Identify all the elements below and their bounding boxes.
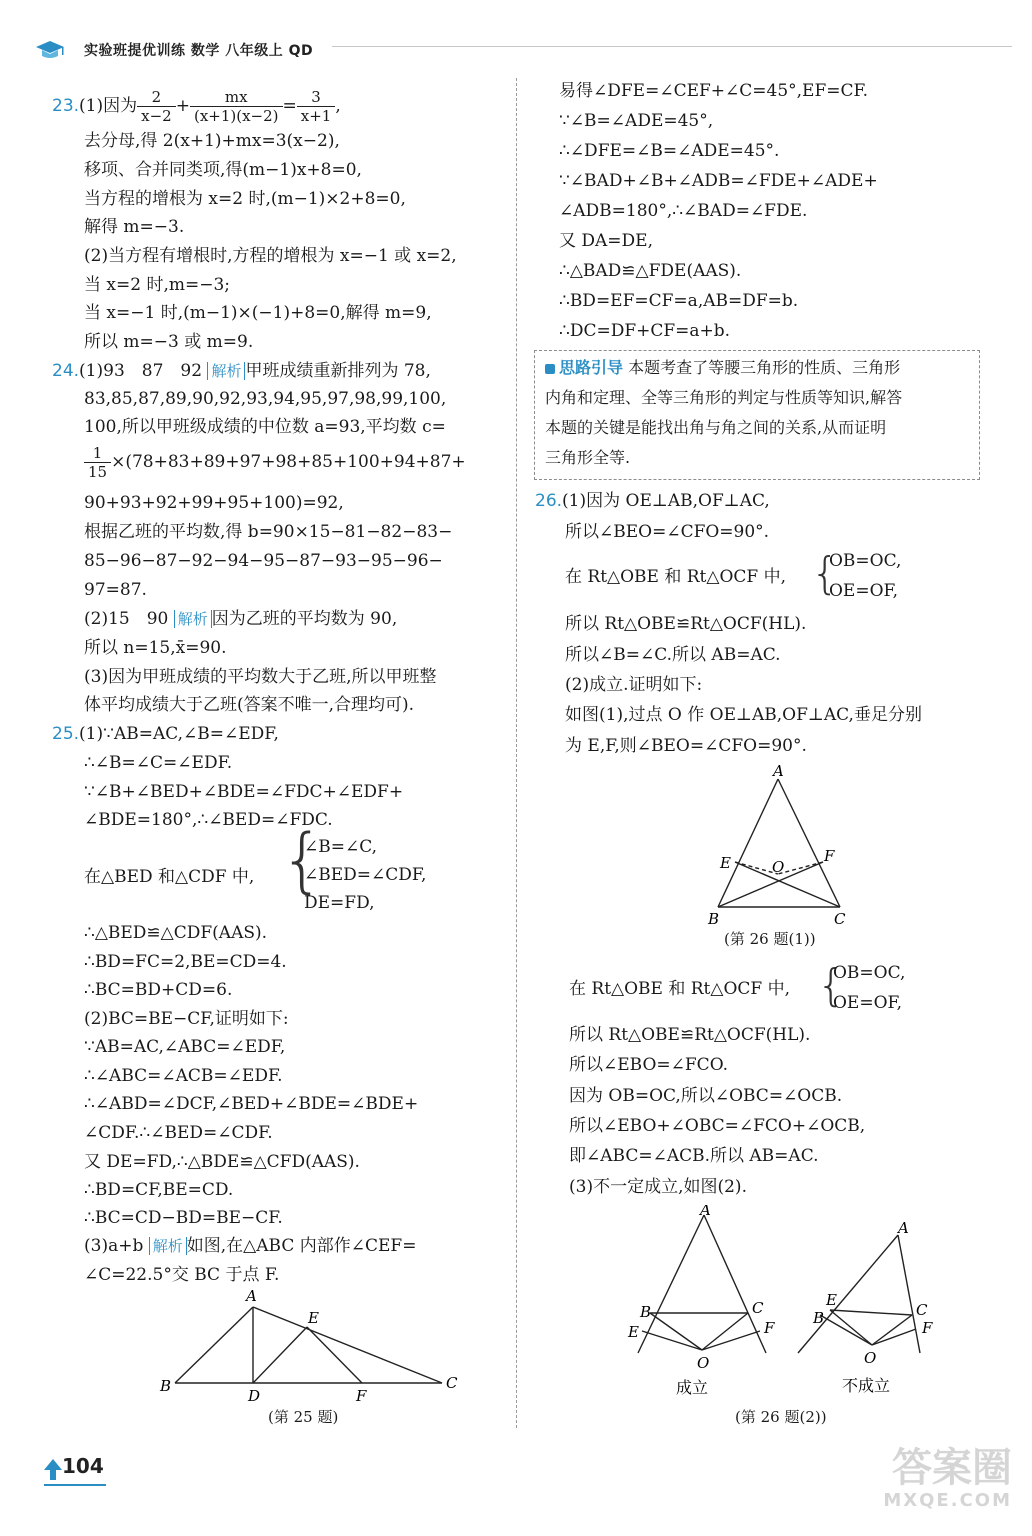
segment-ab <box>718 779 778 907</box>
fraction: $\frac{2}{x-2}$ <box>137 88 176 125</box>
label-b: B <box>160 1377 172 1395</box>
q25-line-17 <box>84 1235 416 1257</box>
q23-line-4: 当方程的增根为 x=2 时,(m−1)×2+8=0, <box>84 189 406 209</box>
label-a: A <box>898 1219 909 1237</box>
text: (1)93 87 92 <box>79 361 203 381</box>
q25-line-1 <box>52 723 279 745</box>
label-c: C <box>446 1374 458 1392</box>
segment-bo <box>830 1310 872 1345</box>
label-a: A <box>700 1205 711 1219</box>
label-a: A <box>773 764 784 780</box>
text: 因为乙班的平均数为 90, <box>211 609 398 629</box>
figure-q26-1 <box>700 764 860 929</box>
q26-cond-1: OB=OC, <box>829 551 902 571</box>
q26-line-6: (2)成立.证明如下: <box>565 675 703 695</box>
label-o: O <box>772 858 785 876</box>
label-f: F <box>922 1319 933 1337</box>
label-c: C <box>916 1301 928 1319</box>
q25-line-18: ∠C=22.5°交 BC 于点 F. <box>84 1265 280 1285</box>
q24-line-2: 83,85,87,89,90,92,93,94,95,97,98,99,100, <box>84 389 447 409</box>
q25-cont-1: 易得∠DFE=∠CEF+∠C=45°,EF=CF. <box>559 81 869 101</box>
fraction: $\frac{3}{x+1}$ <box>297 88 336 125</box>
label-e: E <box>826 1291 837 1309</box>
analysis-tag: 解析 <box>174 610 212 628</box>
q26-line-13: 所以∠EBO+∠OBC=∠FCO+∠OCB, <box>569 1116 866 1136</box>
watermark-site: MXQE.COM <box>883 1490 1012 1511</box>
text: = <box>282 96 297 116</box>
text: 甲班成绩重新排列为 78, <box>245 361 431 381</box>
brace: { <box>817 960 845 1011</box>
text: (1)∵AB=AC,∠B=∠EDF, <box>79 724 279 744</box>
label-e: E <box>720 854 731 872</box>
text: (1)因为 <box>79 96 138 116</box>
figure-valid <box>638 1215 766 1353</box>
segment-co <box>872 1315 912 1345</box>
q25-line-11: ∴∠ABC=∠ACB=∠EDF. <box>84 1066 283 1086</box>
q25-cond-1: ∠B=∠C, <box>304 837 378 857</box>
q26-line-3: 在 Rt△OBE 和 Rt△OCF 中, <box>565 567 787 587</box>
q25-cont-6: 又 DA=DE, <box>559 231 653 251</box>
label-f: F <box>356 1387 367 1405</box>
q25-line-6: ∴△BED≌△CDF(AAS). <box>84 923 268 943</box>
q25-cont-9: ∴DC=DF+CF=a+b. <box>559 321 731 341</box>
question-number: 25. <box>52 724 80 744</box>
brace: { <box>280 819 325 901</box>
q26-line-15: (3)不一定成立,如图(2). <box>569 1177 747 1197</box>
segment-eo <box>820 1315 872 1345</box>
q23-line-2: 去分母,得 2(x+1)+mx=3(x−2), <box>84 131 340 151</box>
q24-line-1 <box>52 360 431 382</box>
watermark-text: 答案圈 <box>892 1445 1012 1491</box>
hint-line-2: 内角和定理、全等三角形的判定与性质等知识,解答 <box>545 388 903 407</box>
watermark <box>812 1446 1012 1516</box>
q26-cond-2: OE=OF, <box>829 581 899 601</box>
label-f: F <box>764 1319 775 1337</box>
q24-line-3: 100,所以甲班级成绩的中位数 a=93,平均数 c= <box>84 417 446 437</box>
q26-line-7: 如图(1),过点 O 作 OE⊥AB,OF⊥AC,垂足分别 <box>565 705 922 725</box>
segment-ce <box>735 862 840 907</box>
hint-box <box>534 350 980 480</box>
q23-line-1 <box>52 88 341 125</box>
text: (2)15 90 <box>84 609 169 629</box>
figure-q25 <box>150 1285 470 1405</box>
figure-caption: (第 25 题) <box>268 1408 339 1426</box>
book-title: 实验班提优训练 数学 八年级上 QD <box>84 43 314 59</box>
q25-cont-8: ∴BD=EF=CF=a,AB=DF=b. <box>559 291 799 311</box>
q26-line-8: 为 E,F,则∠BEO=∠CFO=90°. <box>565 736 807 756</box>
q25-line-14: 又 DE=FD,∴△BDE≌△CFD(AAS). <box>84 1152 360 1172</box>
segment-fo <box>702 1331 760 1350</box>
label-e: E <box>628 1323 639 1341</box>
segment-ab <box>175 1307 253 1383</box>
q25-line-4: ∠BDE=180°,∴∠BED=∠FDC. <box>84 810 333 830</box>
label-c: C <box>834 910 846 928</box>
text: , <box>335 96 341 116</box>
q25-cont-5: ∠ADB=180°,∴∠BAD=∠FDE. <box>559 201 808 221</box>
figure-caption: (第 26 题(1)) <box>724 930 816 948</box>
q24-line-6: 根据乙班的平均数,得 b=90×15−81−82−83− <box>84 522 453 542</box>
figure-caption: (第 26 题(2)) <box>735 1408 827 1426</box>
label-invalid: 不成立 <box>842 1376 891 1395</box>
analysis-tag: 解析 <box>149 1237 187 1255</box>
label-b: B <box>640 1303 652 1321</box>
header-rule <box>332 46 1012 47</box>
q25-line-13: ∠CDF.∴∠BED=∠CDF. <box>84 1123 273 1143</box>
label-o: O <box>697 1354 710 1372</box>
analysis-tag: 解析 <box>207 362 245 380</box>
label-d: D <box>248 1387 261 1405</box>
label-a: A <box>246 1287 257 1305</box>
q26-line-9: 在 Rt△OBE 和 Rt△OCF 中, <box>569 979 791 999</box>
question-number: 24. <box>52 361 80 381</box>
segment-ac <box>778 779 840 907</box>
segment-bf <box>718 862 823 907</box>
segment-bc <box>830 1310 912 1315</box>
text: 如图,在△ABC 内部作∠CEF= <box>186 1236 417 1256</box>
segment-de <box>253 1327 307 1383</box>
question-number: 23. <box>52 96 80 116</box>
q26-line-4: 所以 Rt△OBE≌Rt△OCF(HL). <box>565 614 807 634</box>
q25-line-2: ∴∠B=∠C=∠EDF. <box>84 753 233 773</box>
q25-cont-2: ∵∠B=∠ADE=45°, <box>559 111 714 131</box>
label-e: E <box>308 1309 319 1327</box>
page-number-rule <box>44 1484 106 1486</box>
q25-line-7: ∴BD=FC=2,BE=CD=4. <box>84 952 287 972</box>
hint-line-4: 三角形全等. <box>545 448 631 467</box>
q26-line-10: 所以 Rt△OBE≌Rt△OCF(HL). <box>569 1025 811 1045</box>
segment-fo <box>872 1329 916 1345</box>
q24-line-4 <box>84 444 466 481</box>
q23-line-8: 当 x=−1 时,(m−1)×(−1)+8=0,解得 m=9, <box>84 303 432 323</box>
q24-line-8: 97=87. <box>84 580 147 600</box>
q25-cont-4: ∵∠BAD+∠B+∠ADB=∠FDE+∠ADE+ <box>559 171 878 191</box>
page-number <box>42 1450 112 1490</box>
q23-line-6: (2)当方程有增根时,方程的增根为 x=−1 或 x=2, <box>84 246 457 266</box>
label-f: F <box>824 847 835 865</box>
q25-line-10: ∵AB=AC,∠ABC=∠EDF, <box>84 1037 286 1057</box>
question-number: 26. <box>535 491 563 511</box>
q25-line-9: (2)BC=BE−CF,证明如下: <box>84 1009 289 1029</box>
q26-line-14: 即∠ABC=∠ACB.所以 AB=AC. <box>569 1146 819 1166</box>
q24-line-7: 85−96−87−92−94−95−87−93−95−96− <box>84 551 443 571</box>
segment-bo <box>650 1313 702 1350</box>
label-c: C <box>752 1299 764 1317</box>
q24-line-12: 体平均成绩大于乙班(答案不唯一,合理均可). <box>84 695 415 715</box>
segment-ab <box>798 1235 898 1353</box>
q25-line-3: ∵∠B+∠BED+∠BDE=∠FDC+∠EDF+ <box>84 782 404 802</box>
text: + <box>175 96 190 116</box>
q24-line-5: 90+93+92+99+95+100)=92, <box>84 493 344 513</box>
q26-line-5: 所以∠B=∠C.所以 AB=AC. <box>565 645 781 665</box>
q25-cont-7: ∴△BAD≌△FDE(AAS). <box>559 261 742 281</box>
column-divider <box>516 78 517 1428</box>
q24-line-9 <box>84 608 397 630</box>
q26-line-12: 因为 OB=OC,所以∠OBC=∠OCB. <box>569 1086 843 1106</box>
q23-line-7: 当 x=2 时,m=−3; <box>84 275 231 295</box>
q26-line-11: 所以∠EBO=∠FCO. <box>569 1055 729 1075</box>
q25-line-16: ∴BC=CD−BD=BE−CF. <box>84 1208 283 1228</box>
q25-cond-3: DE=FD, <box>304 893 375 913</box>
hint-line-3: 本题的关键是能找出角与角之间的关系,从而证明 <box>545 418 887 437</box>
q25-line-12: ∴∠ABD=∠DCF,∠BED+∠BDE=∠BDE+ <box>84 1094 419 1114</box>
label-b: B <box>708 910 720 928</box>
graduation-cap-icon <box>32 38 68 62</box>
figure-invalid <box>798 1235 920 1353</box>
hint-label: 思路引导 <box>559 358 624 377</box>
brace: { <box>811 548 839 599</box>
fraction: $\frac{mx}{(x+1)(x-2)}$ <box>190 88 283 125</box>
label-b: B <box>813 1309 825 1327</box>
page-number-text: 104 <box>62 1454 104 1478</box>
q23-line-5: 解得 m=−3. <box>84 217 185 237</box>
q26-cond-3: OB=OC, <box>833 963 906 983</box>
segment-ac <box>253 1307 442 1383</box>
q23-line-3: 移项、合并同类项,得(m−1)x+8=0, <box>84 160 362 180</box>
q25-line-15: ∴BD=CF,BE=CD. <box>84 1180 234 1200</box>
q25-cond-2: ∠BED=∠CDF, <box>304 865 427 885</box>
text: 本题考查了等腰三角形的性质、三角形 <box>628 358 901 377</box>
q24-line-11: (3)因为甲班成绩的平均数大于乙班,所以甲班整 <box>84 667 437 687</box>
segment-co <box>702 1313 748 1350</box>
figure-q26-2 <box>620 1205 950 1405</box>
text: (3)a+b <box>84 1236 144 1256</box>
page-arrow-icon <box>42 1456 64 1484</box>
page-header <box>32 38 982 62</box>
fraction: $\frac{1}{15}$ <box>84 444 111 481</box>
segment-af <box>898 1235 920 1353</box>
q26-line-2: 所以∠BEO=∠CFO=90°. <box>565 522 770 542</box>
label-valid: 成立 <box>676 1378 709 1397</box>
text: (1)因为 OE⊥AB,OF⊥AC, <box>562 491 770 511</box>
hint-line-1 <box>545 357 900 379</box>
segment-eo <box>642 1331 702 1350</box>
q26-cond-4: OE=OF, <box>833 993 903 1013</box>
hint-icon <box>545 364 555 374</box>
q25-cont-3: ∴∠DFE=∠B=∠ADE=45°. <box>559 141 780 161</box>
q25-line-8: ∴BC=BD+CD=6. <box>84 980 233 1000</box>
text: ×(78+83+89+97+98+85+100+94+87+ <box>111 452 466 472</box>
segment-ef <box>307 1327 362 1383</box>
q26-line-1 <box>535 490 770 512</box>
q24-line-10: 所以 n=15,x̄=90. <box>84 638 227 658</box>
q23-line-9: 所以 m=−3 或 m=9. <box>84 332 254 352</box>
label-o: O <box>864 1349 877 1367</box>
q25-line-5: 在△BED 和△CDF 中, <box>84 867 255 887</box>
